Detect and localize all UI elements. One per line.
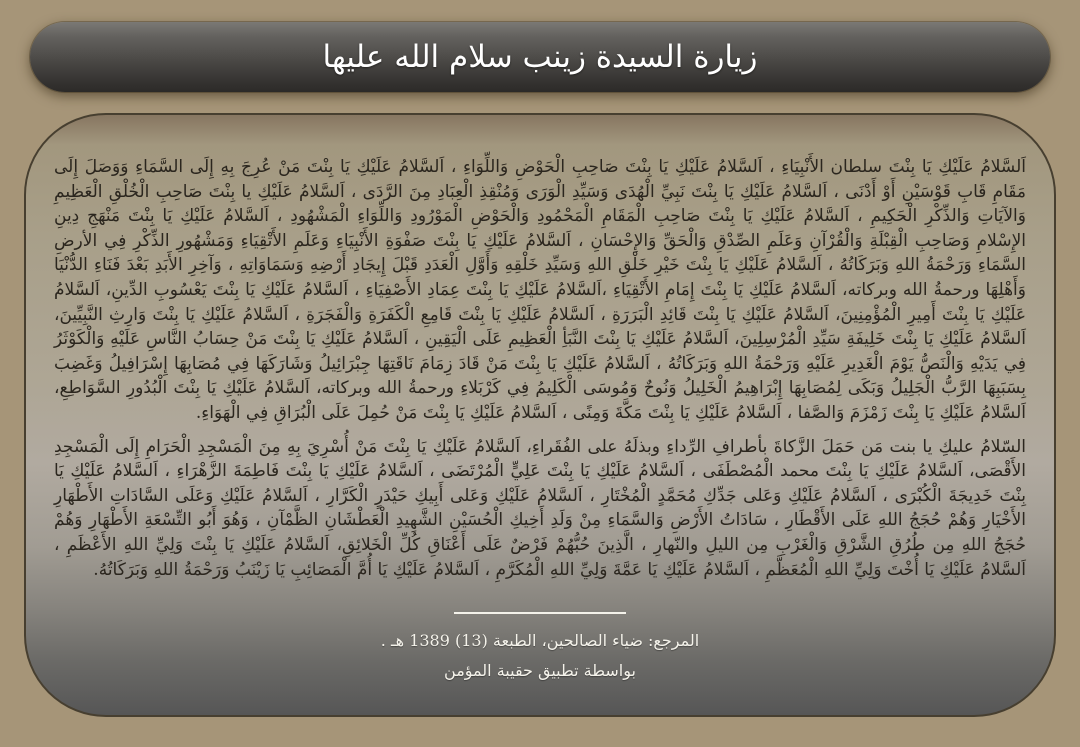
title-banner [30, 22, 1050, 92]
reference-footer [54, 612, 1026, 686]
app-credit-text: بواسطة تطبيق حقيبة المؤمن [444, 661, 636, 681]
page-title: زيارة السيدة زينب سلام الله عليها [322, 39, 758, 75]
ziyarah-panel [24, 113, 1056, 717]
ziyarah-paragraph-1: اَلسَّلامُ عَلَيْكِ يَا بِنْتَ سلطان الأَنْبِيَاءِ ، اَلسَّلامُ عَلَيْكِ يَا بِنْتَ صَاحِبِ الْحَوْضِ وَاللِّوَاءِ ، اَلسَّلامُ عَلَيْكِ يَا بِنْتَ مَنْ عُرِجَ بِهِ إِلَى السَّمَاءِ وَوَصَلَ إِلَى مَقَامِ قَابِ قَوْسَيْنِ أَوْ أَدْنَى ، اَلسَّلامُ عَلَيْكِ يَا بِنْتَ نَبِيِّ الْهُدَى وَسَيِّدِ الْوَرَى وَمُنْقِذِ الْعِبَادِ مِنَ الرَّدَى ، اَلسَّلامُ عَلَيْكِ يا بِنْتَ صَاحِبِ الْخُلْقِ الْعَظِيمِ وَالآيَاتِ وَالذِّكْرِ الْحَكِيمِ ، اَلسَّلامُ عَلَيْكِ يَا بِنْتَ صَاحِبِ الْمَقَامِ الْمَحْمُودِ وَالْحَوْضِ الْمَوْرُودِ وَاللِّوَاءِ الْمَشْهُودِ ، اَلسَّلامُ عَلَيْكِ يَا بِنْتَ مَنْهَجِ دِينِ الإِسْلامِ وَصَاحِبِ الْقِبْلَةِ وَالْقُرْآنِ وَعَلَمِ الصِّدْقِ وَالْحَقِّ وَالإِحْسَانِ ، اَلسَّلامُ عَلَيْكِ يَا بِنْتَ صَفْوَةِ الأَنْبِيَاءِ وَعَلَمِ الأَتْقِيَاءِ وَمَشْهُورِ الذِّكْرِ فِي الأرضِ السَّمَاءِ وَرَحْمَةُ اللهِ وَبَرَكَاتُهُ ، اَلسَّلامُ عَلَيْكِ يَا بِنْتَ خَيْرِ خَلْقِ اللهِ وَسَيِّدِ خَلْقِهِ وَأَوَّلِ الْعَدَدِ قَبْلَ إِيجَادِ أَرْضِهِ وَسَمَاوَاتِهِ ، وَآخِرِ الأَبَدِ بَعْدَ فَنَاءِ الدُّنْيَا وَأَهْلِهَا ورحمةُ الله وبركاته، اَلسَّلامُ عَلَيْكِ يَا بِنْتَ إِمَامِ الأَتْقِيَاءِ ،اَلسَّلامُ عَلَيْكِ يَا بِنْتَ عِمَادِ الأَصْفِيَاءِ ، اَلسَّلامُ عَلَيْكِ يَا بِنْتَ يَعْسُوبِ الدِّينِ، اَلسَّلامُ عَلَيْكِ يَا بِنْتَ أَمِيرِ الْمُؤْمِنِينَ، اَلسَّلامُ عَلَيْكِ يَا بِنْتَ قَائِدِ الْبَرَرَةِ ، اَلسَّلامُ عَلَيْكِ يَا بِنْتَ قَامِعِ الْكَفَرَةِ وَالْفَجَرَةِ ، اَلسَّلامُ عَلَيْكِ يَا بِنْتَ وَارِثِ النَّبِيِّينَ، اَلسَّلامُ عَلَيْكِ يَا بِنْتَ خَلِيفَةِ سَيِّدِ الْمُرْسِلِينَ، اَلسَّلامُ عَلَيْكِ يَا بِنْتَ النَّبَأِ الْعَظِيمِ عَلَى الْيَقِينِ ، اَلسَّلامُ عَلَيْكِ يَا بِنْتَ مَنْ حِسَابُ النَّاسِ عَلَيْهِ وَالْكَوْثَرُ فِي يَدَيْهِ وَالْنَصُّ يَوْمَ الْغَدِيرِ عَلَيْهِ وَرَحْمَةُ اللهِ وَبَرَكَاتُهُ ، اَلسَّلامُ عَلَيْكِ يَا بِنْتَ مَنْ قَادَ زِمَامَ نَاقَتِهَا جِبْرَائِيلُ وَشَارَكَهَا فِي مُصَابِهَا إِسْرَافِيلُ وَغَضِبَ بِسَبَبِهَا الرَّبُّ الْجَلِيلُ وَبَكَى لِمُصَابِهَا إِبْرَاهِيمُ الْخَلِيلُ وَنُوحٌ وَمُوسَى الْكَلِيمُ فِي كَرْبَلاءِ ورحمةُ الله وبركاته، اَلسَّلامُ عَلَيْكِ يَا بِنْتَ الْبُدُورِ السَّوَاطِعِ، اَلسَّلامُ عَلَيْكِ يَا بِنْتَ زَمْزَمَ وَالصَّفا ، اَلسَّلامُ عَلَيْكِ يَا بِنْتَ مَكَّةَ وَمِنًى ، اَلسَّلامُ عَلَيْكِ يَا بِنْتَ مَنْ حُمِلَ عَلَى الْبُرَاقِ فِي الْهَوَاءِ. [54, 157, 1027, 423]
ziyarah-paragraph-2: السّلامُ عليكِ يا بنت مَن حَمَلَ الزَّكاةَ بأطرافِ الرِّداءِ وبذلَهُ على الفُقَراءِ، اَلسَّلامُ عَلَيْكِ يَا بِنْتَ مَنْ أُسْرِيَ بِهِ مِنَ الْمَسْجِدِ الْحَرَامِ إِلَى الْمَسْجِدِ الأَقْصَى، اَلسَّلامُ عَلَيْكِ يَا بِنْتَ محمد الْمُصْطَفَى ، اَلسَّلامُ عَلَيْكِ يَا بِنْتَ عَلِيٍّ الْمُرْتَضَى ، اَلسَّلامُ عَلَيْكِ يَا بِنْتَ فَاطِمَةَ الزَّهْرَاءِ ، اَلسَّلامُ عَلَيْكِ يَا بِنْتَ خَدِيجَةَ الْكُبْرَى ، اَلسَّلامُ عَلَيْكِ وَعَلى جَدِّكِ مُحَمَّدٍ الْمُخْتَارِ ، اَلسَّلامُ عَلَيْكِ وَعَلى أَبِيكِ حَيْدَرٍ الْكَرَّارِ ، اَلسَّلامُ عَلَيْكِ وَعَلَى السَّادَاتِ الأَطْهَارِ الأَخْيَارِ وَهُمْ حُجَجُ اللهِ عَلَى الأَقْطَارِ ، سَادَاتُ الأَرْضِ وَالسَّمَاءِ مِنْ وَلَدِ أَخِيكِ الْحُسَيْنِ الشَّهِيدِ الْعَطْشَانِ الظَّمْآنِ ، وَهُوَ أَبُو التِّسْعَةِ الأَطْهَارِ وَهُمْ حُجَجُ اللهِ مِن طُرُقِ الشَّرْقِ وَالْغَرْبِ مِن الليلِ والنّهارِ ، الَّذِينَ حُبُّهُمْ فَرْضٌ عَلَى أَعْنَاقِ كُلِّ الْخَلائِقِ، اَلسَّلامُ عَلَيْكِ يَا بِنْتَ وَلِيِّ اللهِ الأَعْظَمِ ، اَلسَّلامُ عَلَيْكِ يَا أُخْتَ وَلِيِّ اللهِ الْمُعَظَّمِ ، اَلسَّلامُ عَلَيْكِ يَا عَمَّةَ وَلِيِّ اللهِ الْمُكَرَّمِ ، اَلسَّلامُ عَلَيْكِ يَا أُمَّ الْمَصَائِبِ يَا زَيْنَبُ وَرَحْمَةُ اللهِ وَبَرَكَاتُهُ. [54, 436, 1026, 580]
reference-text: المرجع: ضياء الصالحين، الطبعة (13) 1389 هـ . [380, 631, 700, 651]
footer-divider-line [454, 612, 626, 614]
ziyarah-text-block [54, 155, 1026, 582]
